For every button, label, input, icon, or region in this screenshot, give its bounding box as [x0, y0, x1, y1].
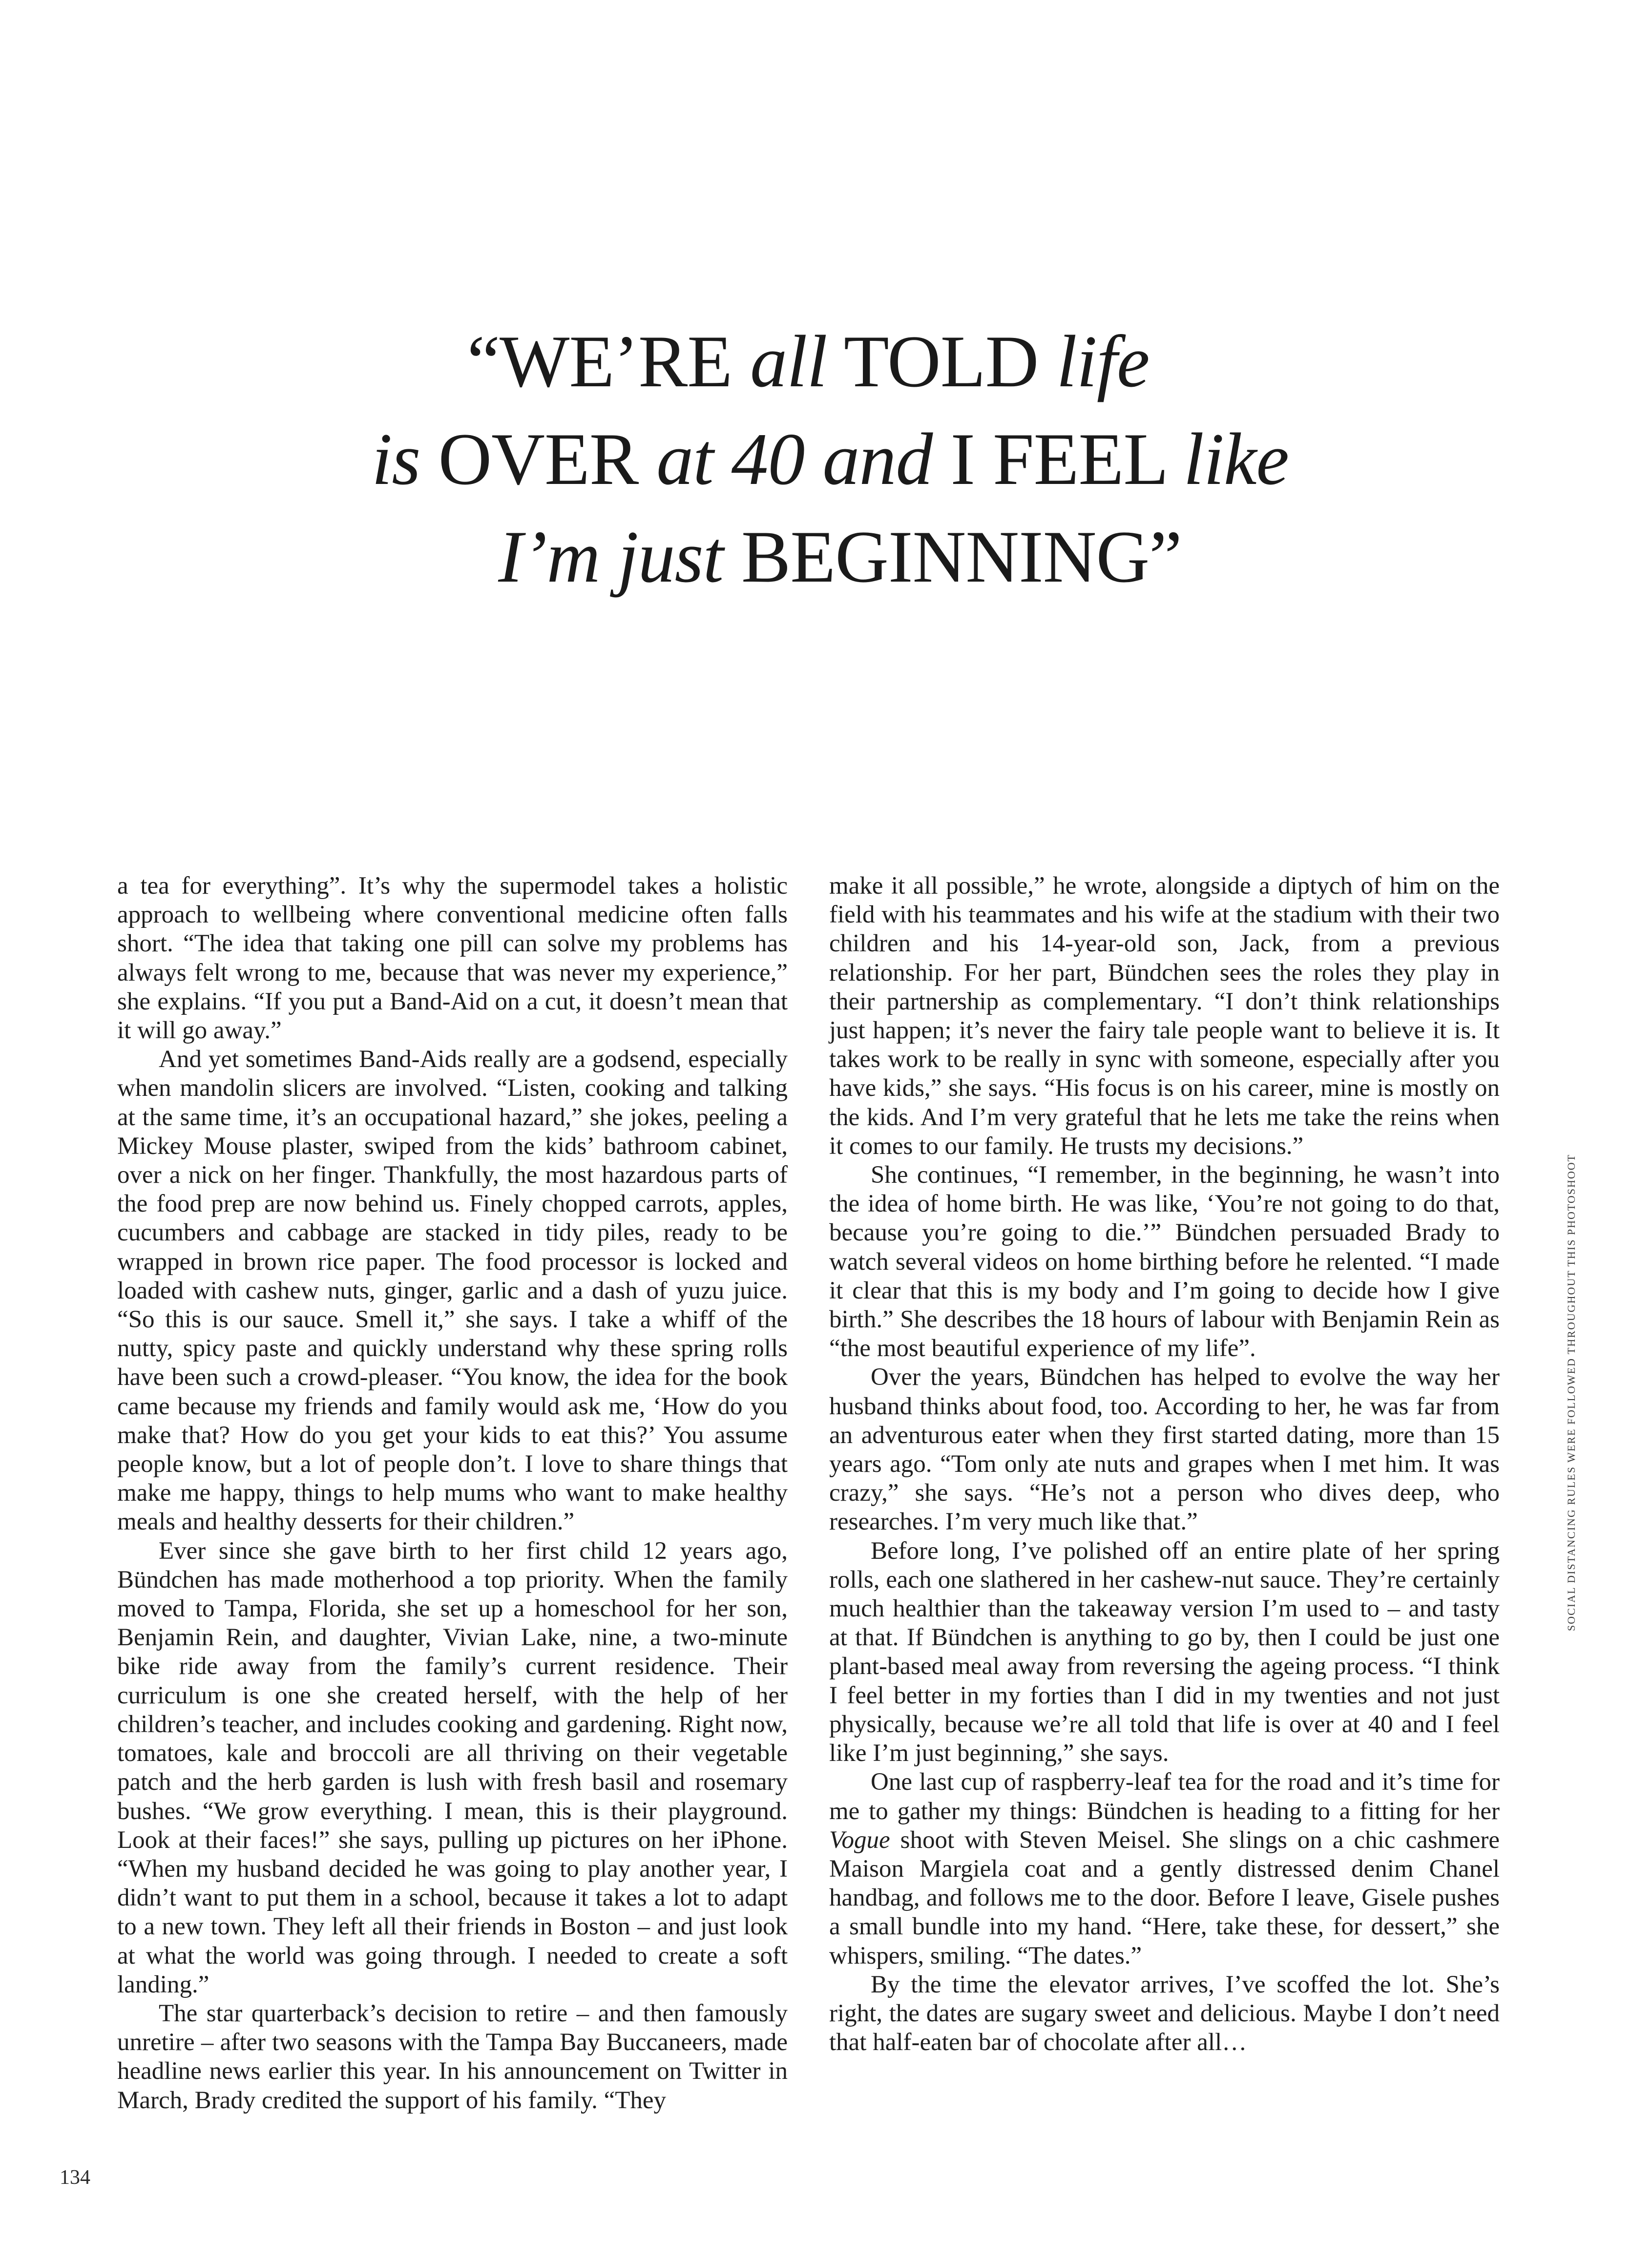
body-paragraph: The star quarterback’s decision to retire – and then famously unretire – after two seasons with the Tampa Bay Buccaneers, made headline news earlier this year. In his announcement on Twitter in March, Brady credited the support of his family. “They: [117, 1999, 788, 2114]
body-paragraph: make it all possible,” he wrote, alongside a diptych of him on the field with his teammates and his wife at the stadium with their two children and his 14-year-old son, Jack, from a previous relationship. For her part, Bündchen sees the roles they play in their partnership as complementary. “I don’t think relationships just happen; it’s never the fairy tale people want to believe it is. It takes work to be really in sync with someone, especially after you have kids,” she says. “His focus is on his career, mine is mostly on the kids. And I’m very grateful that he lets me take the reins when it comes to our family. He trusts my decisions.”: [829, 872, 1500, 1160]
body-text: shoot with Steven Meisel. She slings on a chic cashmere Maison Margiela coat and a gently distressed denim Chanel handbag, and follows me to the door. Before I leave, Gisele pushes a small bundle into my hand. “Here, take these, for dessert,” she whispers, smiling. “The dates.”: [829, 1826, 1500, 1970]
body-paragraph: Before long, I’ve polished off an entire plate of her spring rolls, each one slathered in her cashew-nut sauce. They’re certainly much healthier than the takeaway version I’m used to – and tasty at that. If Bündchen is anything to go by, then I could be just one plant-based meal away from reversing the ageing process. “I think I feel better in my forties than I did in my twenties and not just physically, because we’re all told that life is over at 40 and I feel like I’m just beginning,” she says.: [829, 1537, 1500, 1767]
pull-quote-italic: at 40 and: [656, 418, 933, 500]
pull-quote-italic: is: [372, 418, 420, 500]
pull-quote-italic: I’m just: [498, 516, 723, 598]
magazine-title: Vogue: [829, 1826, 890, 1854]
pull-quote-italic: life: [1056, 320, 1150, 402]
body-paragraph: And yet sometimes Band-Aids really are a godsend, especially when mandolin slicers are involved. “Listen, cooking and talking at the same time, it’s an occupational hazard,” she jokes, peeling a Mickey Mouse plaster, swiped from the kids’ bathroom cabinet, over a nick on her finger. Thankfully, the most hazardous parts of the food prep are now behind us. Finely chopped carrots, apples, cucumbers and cabbage are stacked in tidy piles, ready to be wrapped in brown rice paper. The food processor is locked and loaded with cashew nuts, ginger, garlic and a dash of yuzu juice. “So this is our sauce. Smell it,” she says. I take a whiff of the nutty, spicy paste and quickly understand why these spring rolls have been such a crowd-pleaser. “You know, the idea for the book came because my friends and family would ask me, ‘How do you make that? How do you get your kids to eat this?’ You assume people know, but a lot of people don’t. I love to share things that make me happy, things to help mums who want to make healthy meals and healthy desserts for their children.”: [117, 1046, 788, 1536]
body-paragraph: [829, 1768, 1500, 1970]
body-paragraph: By the time the elevator arrives, I’ve scoffed the lot. She’s right, the dates are sugary sweet and delicious. Maybe I don’t need that half-eaten bar of chocolate after all…: [829, 1970, 1500, 2056]
article-column-left: [117, 872, 788, 2115]
body-text: One last cup of raspberry-leaf tea for the road and it’s time for me to gather my things: Bündchen is heading to a fitting for her: [829, 1768, 1500, 1825]
article-column-right: [829, 872, 1500, 2057]
pull-quote-text: OVER: [420, 418, 657, 500]
pull-quote-text: TOLD: [827, 320, 1057, 402]
pull-quote-italic: all: [750, 320, 827, 402]
photo-credit-note: SOCIAL DISTANCING RULES WERE FOLLOWED THROUGHOUT THIS PHOTOSHOOT: [1565, 1153, 1577, 1631]
pull-quote-text: BEGINNING”: [723, 516, 1182, 598]
pull-quote-text: I FEEL: [932, 418, 1184, 500]
pull-quote-text: “WE’RE: [467, 320, 751, 402]
page-number: 134: [60, 2166, 90, 2189]
body-paragraph: Over the years, Bündchen has helped to evolve the way her husband thinks about food, too. According to her, he was far from an adventurous eater when they first started dating, more than 15 years ago. “Tom only ate nuts and grapes when I met him. It was crazy,” she says. “He’s not a person who dives deep, who researches. I’m very much like that.”: [829, 1363, 1500, 1536]
pull-quote: [293, 313, 1367, 606]
pull-quote-italic: like: [1183, 418, 1289, 500]
pull-quote-line-2: [293, 410, 1367, 508]
pull-quote-line-1: [249, 313, 1367, 410]
pull-quote-line-3: [313, 508, 1367, 606]
body-paragraph: She continues, “I remember, in the beginning, he wasn’t into the idea of home birth. He was like, ‘You’re not going to do that, because you’re going to die.’” Bündchen persuaded Brady to watch several videos on home birthing before he relented. “I made it clear that this is my body and I’m going to decide how I give birth.” She describes the 18 hours of labour with Benjamin Rein as “the most beautiful experience of my life”.: [829, 1161, 1500, 1362]
body-paragraph: Ever since she gave birth to her first child 12 years ago, Bündchen has made motherhood a top priority. When the family moved to Tampa, Florida, she set up a homeschool for her son, Benjamin Rein, and daughter, Vivian Lake, nine, a two-minute bike ride away from the family’s current residence. Their curriculum is one she created herself, with the help of her children’s teacher, and includes cooking and gardening. Right now, tomatoes, kale and broccoli are all thriving on their vegetable patch and the herb garden is lush with fresh basil and rosemary bushes. “We grow everything. I mean, this is their playground. Look at their faces!” she says, pulling up pictures on her iPhone. “When my husband decided he was going to play another year, I didn’t want to put them in a school, because it takes a lot to adapt to a new town. They left all their friends in Boston – and just look at what the world was going through. I needed to create a soft landing.”: [117, 1537, 788, 1998]
body-paragraph: a tea for everything”. It’s why the supermodel takes a holistic approach to wellbeing where conventional medicine often falls short. “The idea that taking one pill can solve my problems has always felt wrong to me, because that was never my experience,” she explains. “If you put a Band-Aid on a cut, it doesn’t mean that it will go away.”: [117, 872, 788, 1045]
